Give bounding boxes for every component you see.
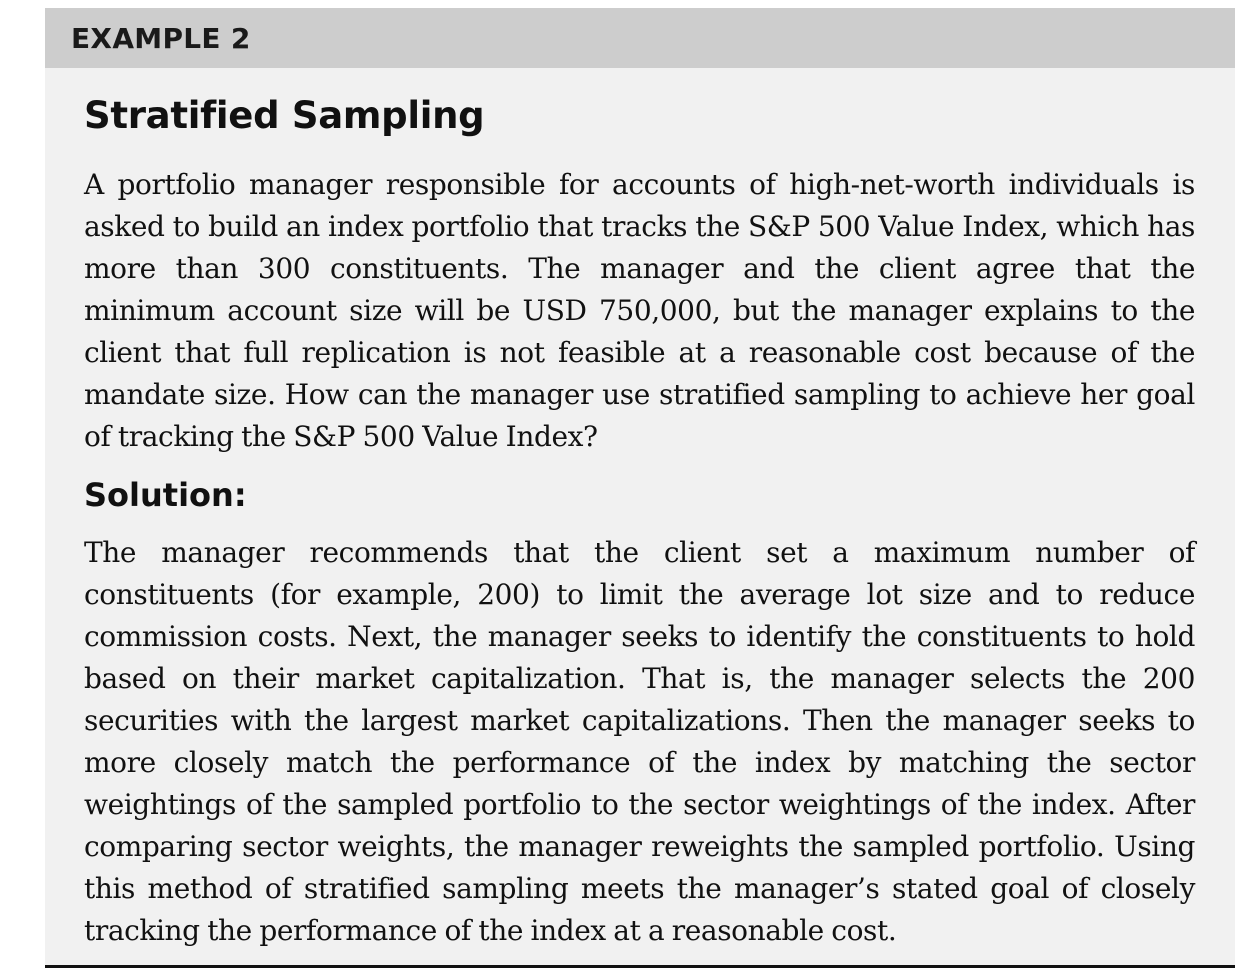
solution-paragraph: The manager recommends that the client set a maximum number of constituents (for example, 200) to limit the average lot size and to reduce commission costs. Next, the manager seeks to identify the constituents to hold based on their market capitalization. That is, the manager selects the 200 securities with the largest market capitalizations. Then the manager seeks to more closely match the performance of the index by matching the sector weightings of the sampled portfolio to the sector weightings of the index. After comparing sector weights, the manager reweights the sampled portfolio. Using this method of stratified sampling meets the manager’s stated goal of closely tracking the performance of the index at a reasonable cost. [84, 536, 1195, 947]
example-title: Stratified Sampling [84, 94, 485, 137]
example-box [45, 8, 1235, 968]
example-header-band [45, 8, 1235, 68]
solution-heading: Solution: [84, 476, 247, 514]
example-label: EXAMPLE 2 [71, 22, 251, 55]
problem-paragraph: A portfolio manager responsible for accounts of high-net-worth individuals is asked to build an index portfolio that tracks the S&P 500 Value Index, which has more than 300 constituents. The manager and the client agree that the minimum account size will be USD 750,000, but the manager explains to the client that full replication is not feasible at a reasonable cost because of the mandate size. How can the manager use stratified sampling to achieve her goal of tracking the S&P 500 Value Index? [84, 168, 1195, 453]
